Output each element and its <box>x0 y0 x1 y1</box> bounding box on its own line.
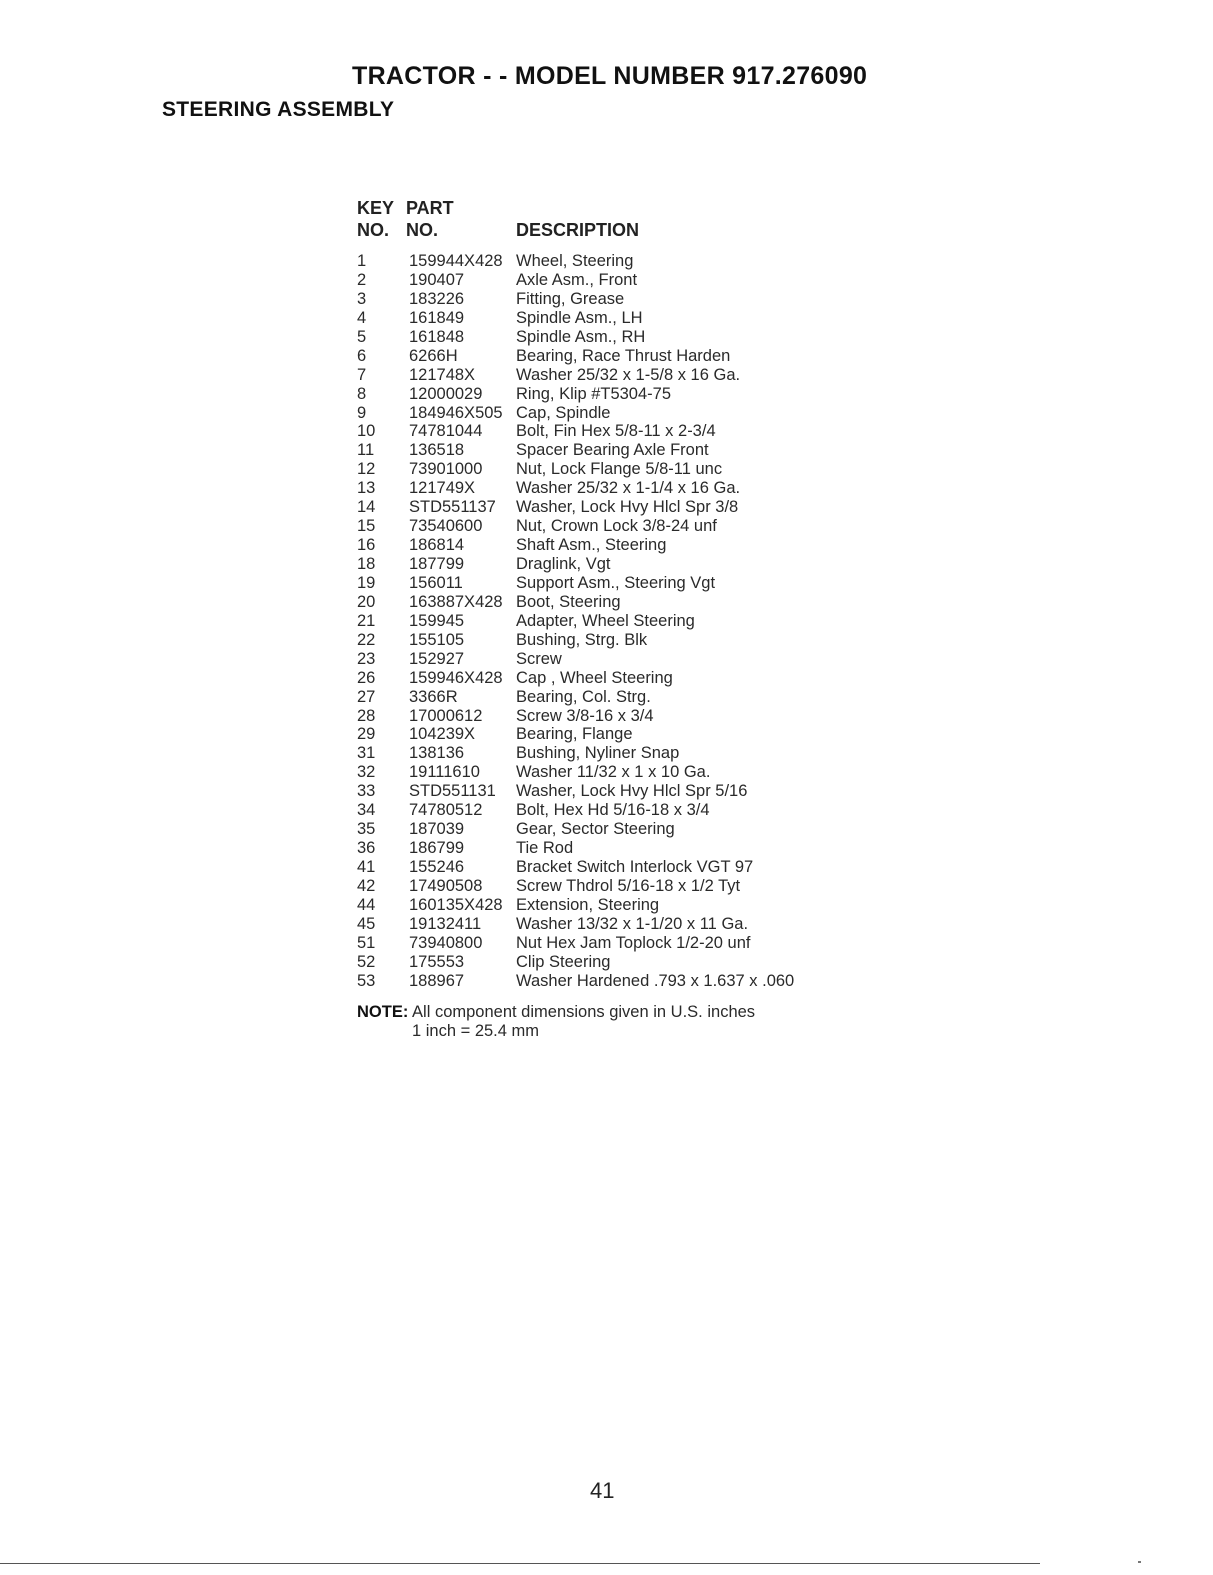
key-number: 41 <box>357 858 376 876</box>
part-description: Bushing, Nyliner Snap <box>516 744 680 763</box>
table-row <box>357 934 877 953</box>
part-description: Screw <box>516 649 562 668</box>
key-number: 13 <box>357 479 376 498</box>
part-number: 190407 <box>409 270 465 289</box>
part-number: 19111610 <box>409 763 480 782</box>
table-row <box>357 688 877 707</box>
header-part-line1: PART <box>406 198 454 218</box>
part-number: 159946X428 <box>409 668 503 687</box>
table-row <box>357 517 877 536</box>
table-row <box>357 707 877 726</box>
part-number: 73540600 <box>409 517 483 536</box>
part-number: 155105 <box>409 630 465 649</box>
part-description: Nut, Lock Flange 5/8-11 unc <box>516 460 723 479</box>
part-number: 161848 <box>409 327 465 346</box>
part-description: Screw Thdrol 5/16-18 x 1/2 Tyt <box>516 876 741 895</box>
key-number: 15 <box>357 517 376 536</box>
key-number: 9 <box>357 403 367 422</box>
header-description: DESCRIPTION <box>516 220 640 240</box>
key-number: 29 <box>357 725 376 744</box>
part-description: Washer, Lock Hvy Hlcl Spr 5/16 <box>516 782 748 801</box>
parts-list-header <box>357 198 877 246</box>
table-row <box>357 593 877 612</box>
part-description: Axle Asm., Front <box>516 270 638 289</box>
key-number: 52 <box>357 952 376 971</box>
table-row <box>357 763 877 782</box>
table-row <box>357 441 877 460</box>
key-number: 51 <box>357 933 376 952</box>
table-row <box>357 536 877 555</box>
page-title: TRACTOR - - MODEL NUMBER 917.276090 <box>352 62 868 90</box>
part-description: Clip Steering <box>516 952 611 971</box>
key-number: 6 <box>357 346 367 365</box>
header-key-line2: NO. <box>357 220 390 240</box>
key-number: 12 <box>357 460 376 479</box>
key-number: 7 <box>357 365 367 384</box>
table-row <box>357 422 877 441</box>
key-number: 26 <box>357 668 376 687</box>
table-row <box>357 290 877 309</box>
table-row <box>357 782 877 801</box>
part-description: Washer 13/32 x 1-1/20 x 11 Ga. <box>516 914 749 933</box>
key-number: 53 <box>357 971 376 990</box>
table-row <box>357 877 877 896</box>
part-description: Extension, Steering <box>516 895 660 914</box>
part-description: Shaft Asm., Steering <box>516 536 667 555</box>
key-number: 28 <box>357 706 376 725</box>
parts-list-rows <box>357 252 877 991</box>
table-row <box>357 669 877 688</box>
key-number: 44 <box>357 895 376 914</box>
table-row <box>357 366 877 385</box>
part-number: 19132411 <box>409 914 482 933</box>
key-number: 34 <box>357 801 376 820</box>
key-number: 14 <box>357 498 376 517</box>
key-number: 3 <box>357 289 367 308</box>
part-number: 175553 <box>409 952 465 971</box>
key-number: 23 <box>357 649 376 668</box>
table-row <box>357 631 877 650</box>
part-description: Adapter, Wheel Steering <box>516 611 695 630</box>
table-row <box>357 820 877 839</box>
table-row <box>357 404 877 423</box>
table-row <box>357 896 877 915</box>
part-description: Fitting, Grease <box>516 289 625 308</box>
part-number: 3366R <box>409 687 458 706</box>
part-number: 160135X428 <box>409 895 503 914</box>
key-number: 45 <box>357 914 376 933</box>
table-row <box>357 915 877 934</box>
key-number: 32 <box>357 763 376 782</box>
part-description: Bolt, Hex Hd 5/16-18 x 3/4 <box>516 801 710 820</box>
table-row <box>357 744 877 763</box>
key-number: 5 <box>357 327 367 346</box>
key-number: 16 <box>357 536 376 555</box>
key-number: 10 <box>357 422 376 441</box>
bottom-mark <box>1138 1561 1141 1563</box>
key-number: 27 <box>357 687 376 706</box>
part-description: Bearing, Flange <box>516 725 633 744</box>
table-row <box>357 460 877 479</box>
part-description: Spindle Asm., RH <box>516 327 646 346</box>
table-row <box>357 953 877 972</box>
part-number: STD551137 <box>409 498 496 517</box>
part-description: Bolt, Fin Hex 5/8-11 x 2-3/4 <box>516 422 716 441</box>
part-number: 121748X <box>409 365 476 384</box>
note-label: NOTE: <box>357 1003 409 1021</box>
key-number: 42 <box>357 876 376 895</box>
part-description: Bearing, Col. Strg. <box>516 687 651 706</box>
part-description: Cap , Wheel Steering <box>516 668 673 687</box>
key-number: 22 <box>357 630 376 649</box>
key-number: 35 <box>357 820 376 839</box>
section-title: STEERING ASSEMBLY <box>162 98 395 121</box>
part-number: STD551131 <box>409 782 496 801</box>
part-description: Nut, Crown Lock 3/8-24 unf <box>516 517 717 536</box>
part-description: Spindle Asm., LH <box>516 308 643 327</box>
table-row <box>357 574 877 593</box>
table-row <box>357 612 877 631</box>
part-number: 163887X428 <box>409 592 503 611</box>
bottom-rule <box>0 1563 1040 1564</box>
part-number: 187039 <box>409 820 465 839</box>
table-row <box>357 271 877 290</box>
key-number: 2 <box>357 270 367 289</box>
note-text-line2: 1 inch = 25.4 mm <box>412 1022 540 1040</box>
part-number: 161849 <box>409 308 465 327</box>
table-row <box>357 725 877 744</box>
table-row <box>357 479 877 498</box>
part-description: Washer 25/32 x 1-1/4 x 16 Ga. <box>516 479 741 498</box>
part-number: 17490508 <box>409 876 483 895</box>
part-description: Bushing, Strg. Blk <box>516 630 648 649</box>
table-row <box>357 801 877 820</box>
table-row <box>357 839 877 858</box>
note-line1 <box>357 1003 755 1022</box>
part-description: Cap, Spindle <box>516 403 611 422</box>
part-number: 186814 <box>409 536 465 555</box>
key-number: 8 <box>357 384 367 403</box>
part-number: 73940800 <box>409 933 483 952</box>
key-number: 18 <box>357 555 376 573</box>
key-number: 31 <box>357 744 376 763</box>
part-description: Boot, Steering <box>516 592 621 611</box>
part-number: 17000612 <box>409 706 483 725</box>
part-description: Nut Hex Jam Toplock 1/2-20 unf <box>516 933 751 952</box>
key-number: 33 <box>357 782 376 801</box>
part-number: 155246 <box>409 858 465 876</box>
part-number: 183226 <box>409 289 465 308</box>
part-number: 74780512 <box>409 801 483 820</box>
part-description: Support Asm., Steering Vgt <box>516 573 716 592</box>
part-description: Bracket Switch Interlock VGT 97 <box>516 858 754 876</box>
part-number: 121749X <box>409 479 476 498</box>
part-number: 74781044 <box>409 422 483 441</box>
part-description: Tie Rod <box>516 839 574 858</box>
part-number: 188967 <box>409 971 465 990</box>
key-number: 1 <box>357 252 367 270</box>
table-row <box>357 972 877 991</box>
table-row <box>357 555 877 574</box>
part-number: 156011 <box>409 573 463 592</box>
part-description: Gear, Sector Steering <box>516 820 675 839</box>
key-number: 21 <box>357 611 376 630</box>
table-row <box>357 498 877 517</box>
part-number: 73901000 <box>409 460 483 479</box>
table-row <box>357 309 877 328</box>
key-number: 4 <box>357 308 367 327</box>
part-description: Washer 11/32 x 1 x 10 Ga. <box>516 763 711 782</box>
part-number: 159945 <box>409 611 465 630</box>
key-number: 11 <box>357 441 375 460</box>
part-number: 152927 <box>409 649 465 668</box>
parts-list <box>357 198 877 991</box>
table-row <box>357 858 877 877</box>
part-description: Screw 3/8-16 x 3/4 <box>516 706 654 725</box>
header-key-line1: KEY <box>357 198 395 218</box>
key-number: 36 <box>357 839 376 858</box>
table-row <box>357 347 877 366</box>
part-description: Wheel, Steering <box>516 252 634 270</box>
part-description: Washer, Lock Hvy Hlcl Spr 3/8 <box>516 498 739 517</box>
part-description: Bearing, Race Thrust Harden <box>516 346 731 365</box>
part-number: 187799 <box>409 555 465 573</box>
key-number: 19 <box>357 573 376 592</box>
page-number: 41 <box>590 1478 615 1503</box>
table-row <box>357 385 877 404</box>
note <box>357 1003 755 1041</box>
note-text-line1: All component dimensions given in U.S. inches <box>412 1003 756 1021</box>
table-row <box>357 252 877 271</box>
part-number: 6266H <box>409 346 458 365</box>
part-number: 186799 <box>409 839 465 858</box>
key-number: 20 <box>357 592 376 611</box>
part-number: 12000029 <box>409 384 483 403</box>
part-description: Ring, Klip #T5304-75 <box>516 384 672 403</box>
part-description: Washer Hardened .793 x 1.637 x .060 <box>516 971 795 990</box>
part-number: 184946X505 <box>409 403 503 422</box>
table-row <box>357 328 877 347</box>
table-row <box>357 650 877 669</box>
part-description: Washer 25/32 x 1-5/8 x 16 Ga. <box>516 365 741 384</box>
part-number: 138136 <box>409 744 465 763</box>
header-part-line2: NO. <box>406 220 439 240</box>
part-number: 159944X428 <box>409 252 503 270</box>
part-description: Draglink, Vgt <box>516 555 611 573</box>
part-number: 136518 <box>409 441 465 460</box>
part-number: 104239X <box>409 725 476 744</box>
part-description: Spacer Bearing Axle Front <box>516 441 709 460</box>
